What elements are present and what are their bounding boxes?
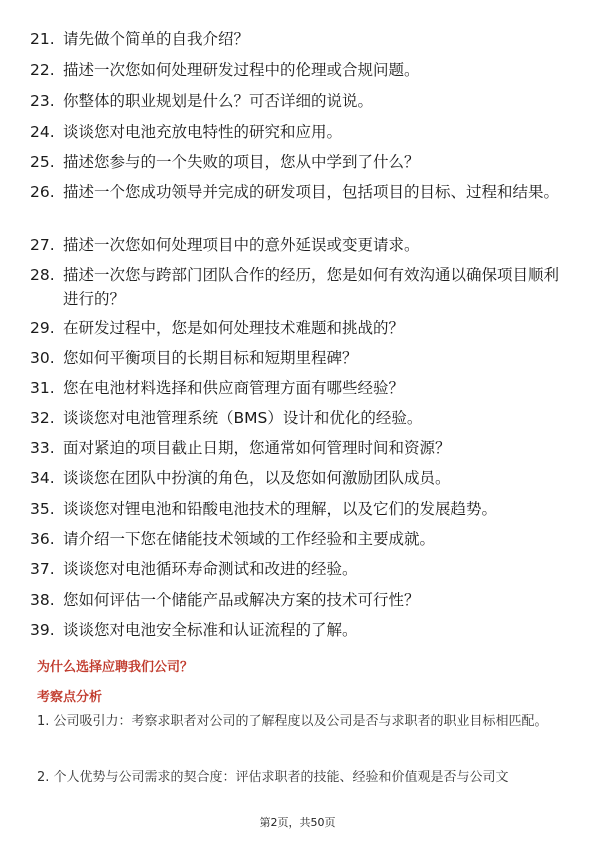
question-number: 23. bbox=[30, 92, 55, 110]
question-text: 描述您参与的一个失败的项目，您从中学到了什么？ bbox=[63, 153, 420, 171]
question-text: 谈谈您对电池安全标准和认证流程的了解。 bbox=[63, 621, 358, 639]
question-text: 描述一次您与跨部门团队合作的经历，您是如何有效沟通以确保项目顺利进行的？ bbox=[63, 266, 560, 308]
question-item bbox=[30, 406, 565, 430]
question-item bbox=[30, 497, 565, 521]
question-item bbox=[30, 263, 565, 311]
question-text: 谈谈您对电池管理系统（BMS）设计和优化的经验。 bbox=[63, 409, 423, 427]
question-text: 面对紧迫的项目截止日期，您通常如何管理时间和资源？ bbox=[63, 439, 451, 457]
question-text: 您如何评估一个储能产品或解决方案的技术可行性？ bbox=[63, 591, 420, 609]
question-item bbox=[30, 27, 565, 51]
question-number: 27. bbox=[30, 236, 55, 254]
question-number: 39. bbox=[30, 621, 55, 639]
question-number: 38. bbox=[30, 591, 55, 609]
question-item bbox=[30, 527, 565, 551]
question-item bbox=[30, 436, 565, 460]
question-number: 24. bbox=[30, 123, 55, 141]
question-number: 34. bbox=[30, 469, 55, 487]
question-number: 36. bbox=[30, 530, 55, 548]
question-text: 谈谈您对锂电池和铅酸电池技术的理解，以及它们的发展趋势。 bbox=[63, 500, 498, 518]
question-number: 22. bbox=[30, 61, 55, 79]
question-item bbox=[30, 466, 565, 490]
question-number: 31. bbox=[30, 379, 55, 397]
question-text: 您如何平衡项目的长期目标和短期里程碑？ bbox=[63, 349, 358, 367]
question-item bbox=[30, 376, 565, 400]
question-item bbox=[30, 180, 565, 204]
question-text: 谈谈您对电池循环寿命测试和改进的经验。 bbox=[63, 560, 358, 578]
question-number: 32. bbox=[30, 409, 55, 427]
question-text: 描述一次您如何处理研发过程中的伦理或合规问题。 bbox=[63, 61, 420, 79]
question-number: 33. bbox=[30, 439, 55, 457]
question-text: 在研发过程中，您是如何处理技术难题和挑战的？ bbox=[63, 319, 405, 337]
question-number: 28. bbox=[30, 266, 55, 284]
question-item bbox=[30, 58, 565, 82]
question-text: 您在电池材料选择和供应商管理方面有哪些经验？ bbox=[63, 379, 405, 397]
analysis-point: 1. 公司吸引力：考察求职者对公司的了解程度以及公司是否与求职者的职业目标相匹配。 bbox=[37, 714, 548, 729]
question-item bbox=[30, 89, 565, 113]
question-number: 29. bbox=[30, 319, 55, 337]
question-text: 描述一次您如何处理项目中的意外延误或变更请求。 bbox=[63, 236, 420, 254]
question-number: 37. bbox=[30, 560, 55, 578]
question-text: 请介绍一下您在储能技术领域的工作经验和主要成就。 bbox=[63, 530, 436, 548]
question-text: 描述一个您成功领导并完成的研发项目，包括项目的目标、过程和结果。 bbox=[63, 183, 560, 201]
question-text: 谈谈您在团队中扮演的角色，以及您如何激励团队成员。 bbox=[63, 469, 451, 487]
question-item bbox=[30, 557, 565, 581]
question-text: 谈谈您对电池充放电特性的研究和应用。 bbox=[63, 123, 343, 141]
page-number: 第2页，共50页 bbox=[259, 816, 336, 829]
question-text: 请先做个简单的自我介绍？ bbox=[63, 30, 250, 48]
question-item bbox=[30, 120, 565, 144]
question-item bbox=[30, 233, 565, 257]
question-item bbox=[30, 346, 565, 370]
section-heading: 为什么选择应聘我们公司？ bbox=[37, 660, 194, 675]
question-number: 21. bbox=[30, 30, 55, 48]
question-number: 35. bbox=[30, 500, 55, 518]
question-text: 你整体的职业规划是什么？可否详细的说说。 bbox=[63, 92, 374, 110]
analysis-point: 2. 个人优势与公司需求的契合度：评估求职者的技能、经验和价值观是否与公司文 bbox=[37, 770, 509, 785]
question-item bbox=[30, 150, 565, 174]
question-number: 25. bbox=[30, 153, 55, 171]
question-number: 26. bbox=[30, 183, 55, 201]
section-subheading: 考察点分析 bbox=[37, 690, 103, 705]
question-item bbox=[30, 588, 565, 612]
question-number: 30. bbox=[30, 349, 55, 367]
question-item bbox=[30, 316, 565, 340]
question-item bbox=[30, 618, 565, 642]
